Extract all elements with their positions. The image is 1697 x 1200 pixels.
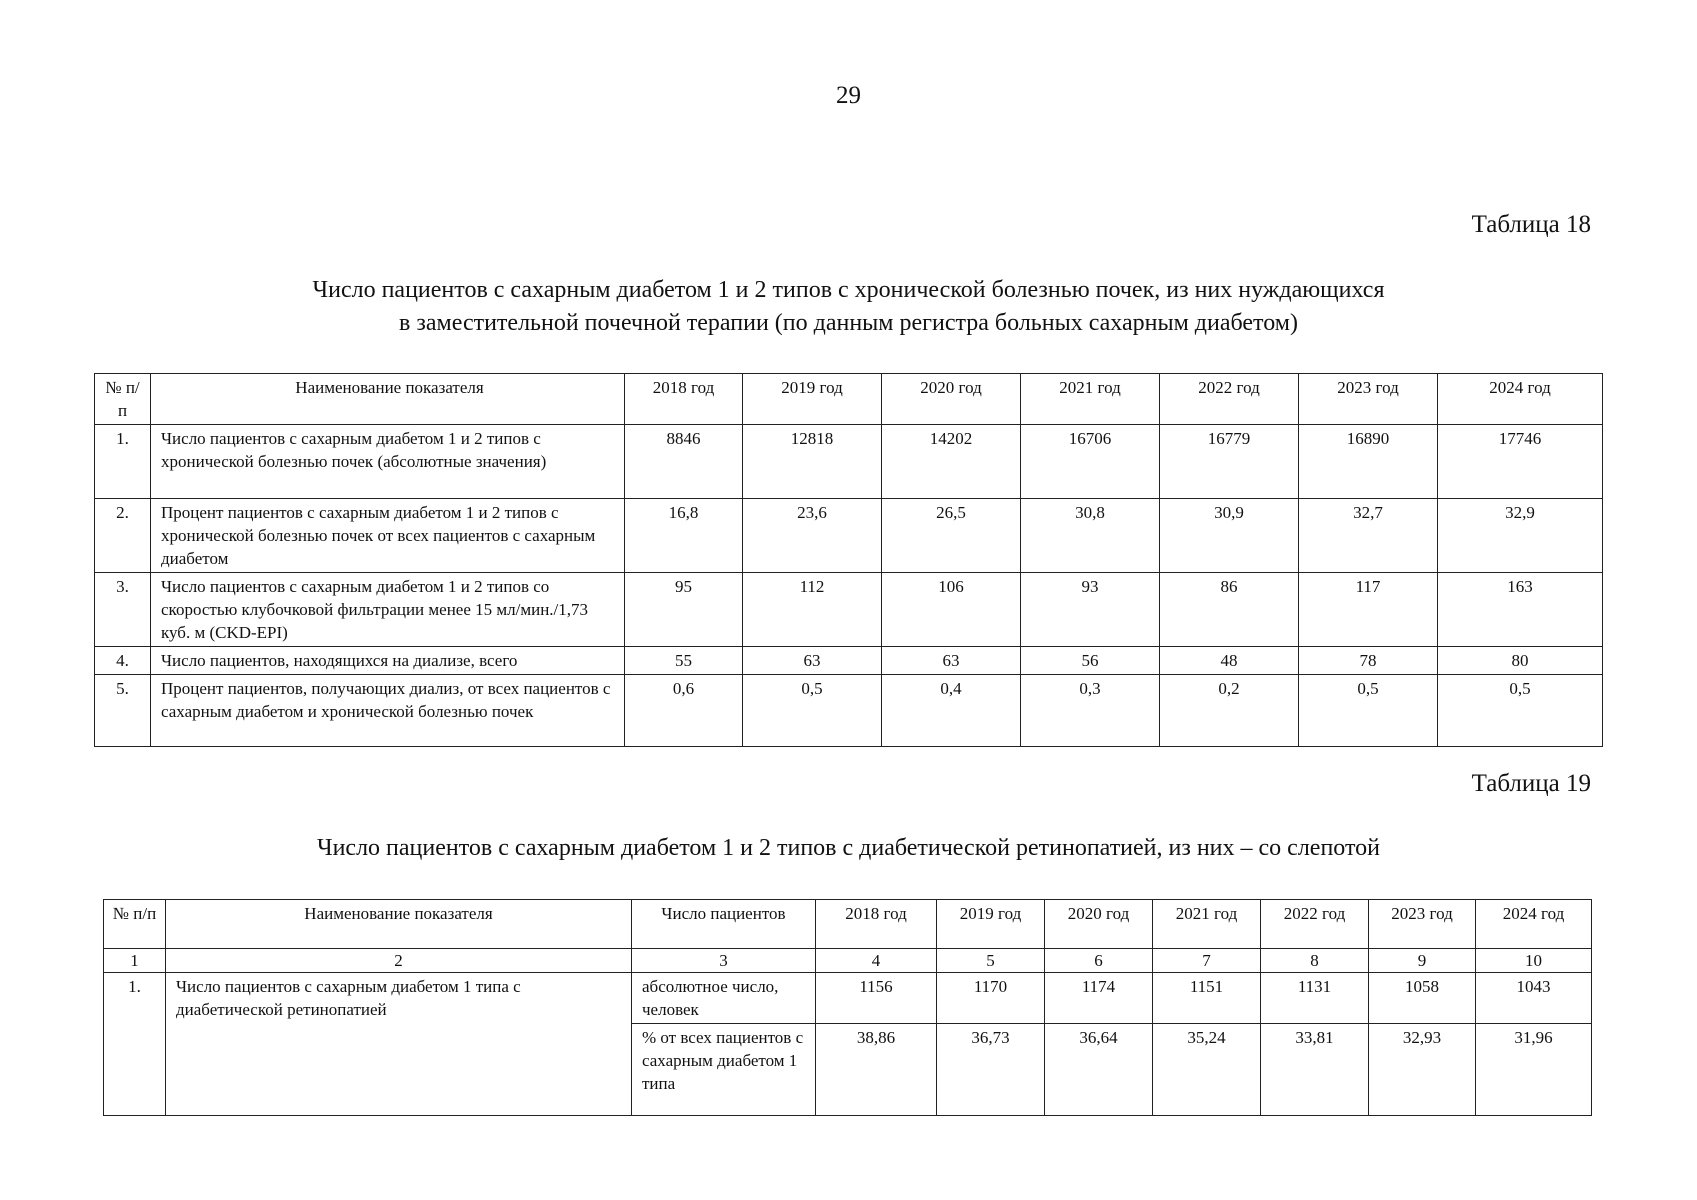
header-cell: 2019 год [743, 374, 882, 425]
value-cell: 30,9 [1160, 499, 1299, 573]
row-name: Процент пациентов, получающих диализ, от всех пациентов с сахарным диабетом и хронической болезнью почек [151, 675, 625, 747]
row-name: Число пациентов с сахарным диабетом 1 и 2 типов со скоростью клубочковой фильтрации менее 15 мл/мин./1,73 куб. м (CKD-EPI) [151, 573, 625, 647]
table-19-label: Таблица 19 [1471, 770, 1591, 797]
header-cell: 2023 год [1299, 374, 1438, 425]
value-cell: 36,64 [1045, 1024, 1153, 1116]
table-row [95, 425, 1603, 499]
table-row [95, 499, 1603, 573]
table-18-caption-line-2: в заместительной почечной терапии (по данным регистра больных сахарным диабетом) [399, 310, 1298, 336]
value-cell: 1058 [1369, 973, 1476, 1024]
value-cell: 16,8 [625, 499, 743, 573]
value-cell: 8846 [625, 425, 743, 499]
header-cell: 2018 год [625, 374, 743, 425]
table-18-label: Таблица 18 [1471, 211, 1591, 238]
row-name: Число пациентов с сахарным диабетом 1 и 2 типов с хронической болезнью почек (абсолютные значения) [151, 425, 625, 499]
header-cell: 2020 год [882, 374, 1021, 425]
value-cell: 0,2 [1160, 675, 1299, 747]
table-row [95, 573, 1603, 647]
header-cell: 2019 год [937, 900, 1045, 949]
value-cell: 16779 [1160, 425, 1299, 499]
value-cell: 163 [1438, 573, 1603, 647]
column-number: 3 [632, 949, 816, 973]
value-cell: 117 [1299, 573, 1438, 647]
header-cell: 2024 год [1438, 374, 1603, 425]
column-number-row [104, 949, 1592, 973]
value-cell: 32,93 [1369, 1024, 1476, 1116]
value-cell: 32,7 [1299, 499, 1438, 573]
value-cell: 35,24 [1153, 1024, 1261, 1116]
header-cell: 2021 год [1153, 900, 1261, 949]
column-number: 5 [937, 949, 1045, 973]
value-cell: 30,8 [1021, 499, 1160, 573]
value-cell: 38,86 [816, 1024, 937, 1116]
value-cell: 16706 [1021, 425, 1160, 499]
value-cell: 1174 [1045, 973, 1153, 1024]
value-cell: 93 [1021, 573, 1160, 647]
value-cell: 48 [1160, 647, 1299, 675]
table-18-caption-line-1: Число пациентов с сахарным диабетом 1 и 2 типов с хронической болезнью почек, из них нуждающихся [312, 277, 1385, 303]
header-cell: № п/п [95, 374, 151, 425]
header-cell: 2024 год [1476, 900, 1592, 949]
value-cell: 14202 [882, 425, 1021, 499]
row-name: Число пациентов, находящихся на диализе, всего [151, 647, 625, 675]
row-number: 3. [95, 573, 151, 647]
row-number: 2. [95, 499, 151, 573]
row-number: 1. [95, 425, 151, 499]
column-number: 6 [1045, 949, 1153, 973]
table-19-caption: Число пациентов с сахарным диабетом 1 и 2 типов с диабетической ретинопатией, из них – со слепотой [316, 835, 1381, 861]
table-row [95, 675, 1603, 747]
value-cell: 1151 [1153, 973, 1261, 1024]
value-cell: 1131 [1261, 973, 1369, 1024]
value-cell: 32,9 [1438, 499, 1603, 573]
unit-cell: % от всех пациентов с сахарным диабетом 1 типа [632, 1024, 816, 1116]
value-cell: 56 [1021, 647, 1160, 675]
page-number: 29 [836, 82, 861, 109]
header-cell: 2020 год [1045, 900, 1153, 949]
value-cell: 106 [882, 573, 1021, 647]
table-18-header-row [95, 374, 1603, 425]
value-cell: 0,5 [743, 675, 882, 747]
value-cell: 0,6 [625, 675, 743, 747]
table-row [95, 647, 1603, 675]
table-18 [94, 373, 1603, 747]
value-cell: 0,5 [1299, 675, 1438, 747]
value-cell: 1043 [1476, 973, 1592, 1024]
column-number: 10 [1476, 949, 1592, 973]
value-cell: 12818 [743, 425, 882, 499]
table-19 [103, 899, 1592, 1116]
value-cell: 80 [1438, 647, 1603, 675]
row-name: Процент пациентов с сахарным диабетом 1 и 2 типов с хронической болезнью почек от всех пациентов с сахарным диабетом [151, 499, 625, 573]
value-cell: 31,96 [1476, 1024, 1592, 1116]
header-cell: 2021 год [1021, 374, 1160, 425]
column-number: 8 [1261, 949, 1369, 973]
table-19-header-row [104, 900, 1592, 949]
value-cell: 0,5 [1438, 675, 1603, 747]
value-cell: 0,4 [882, 675, 1021, 747]
header-cell: № п/п [104, 900, 166, 949]
value-cell: 23,6 [743, 499, 882, 573]
value-cell: 63 [743, 647, 882, 675]
value-cell: 55 [625, 647, 743, 675]
row-name: Число пациентов с сахарным диабетом 1 типа с диабетической ретинопатией [166, 973, 632, 1116]
value-cell: 95 [625, 573, 743, 647]
row-number: 1. [104, 973, 166, 1116]
value-cell: 112 [743, 573, 882, 647]
column-number: 1 [104, 949, 166, 973]
header-cell: Наименование показателя [166, 900, 632, 949]
value-cell: 0,3 [1021, 675, 1160, 747]
value-cell: 78 [1299, 647, 1438, 675]
value-cell: 17746 [1438, 425, 1603, 499]
header-cell: Наименование показателя [151, 374, 625, 425]
column-number: 4 [816, 949, 937, 973]
header-cell: Число пациентов [632, 900, 816, 949]
header-cell: 2022 год [1160, 374, 1299, 425]
value-cell: 26,5 [882, 499, 1021, 573]
column-number: 7 [1153, 949, 1261, 973]
row-number: 5. [95, 675, 151, 747]
row-number: 4. [95, 647, 151, 675]
unit-cell: абсолютное число, человек [632, 973, 816, 1024]
value-cell: 33,81 [1261, 1024, 1369, 1116]
table-row [104, 973, 1592, 1024]
header-cell: 2018 год [816, 900, 937, 949]
table-18-caption [0, 274, 1697, 340]
value-cell: 36,73 [937, 1024, 1045, 1116]
value-cell: 1170 [937, 973, 1045, 1024]
header-cell: 2022 год [1261, 900, 1369, 949]
header-cell: 2023 год [1369, 900, 1476, 949]
value-cell: 63 [882, 647, 1021, 675]
value-cell: 86 [1160, 573, 1299, 647]
value-cell: 16890 [1299, 425, 1438, 499]
value-cell: 1156 [816, 973, 937, 1024]
column-number: 2 [166, 949, 632, 973]
column-number: 9 [1369, 949, 1476, 973]
